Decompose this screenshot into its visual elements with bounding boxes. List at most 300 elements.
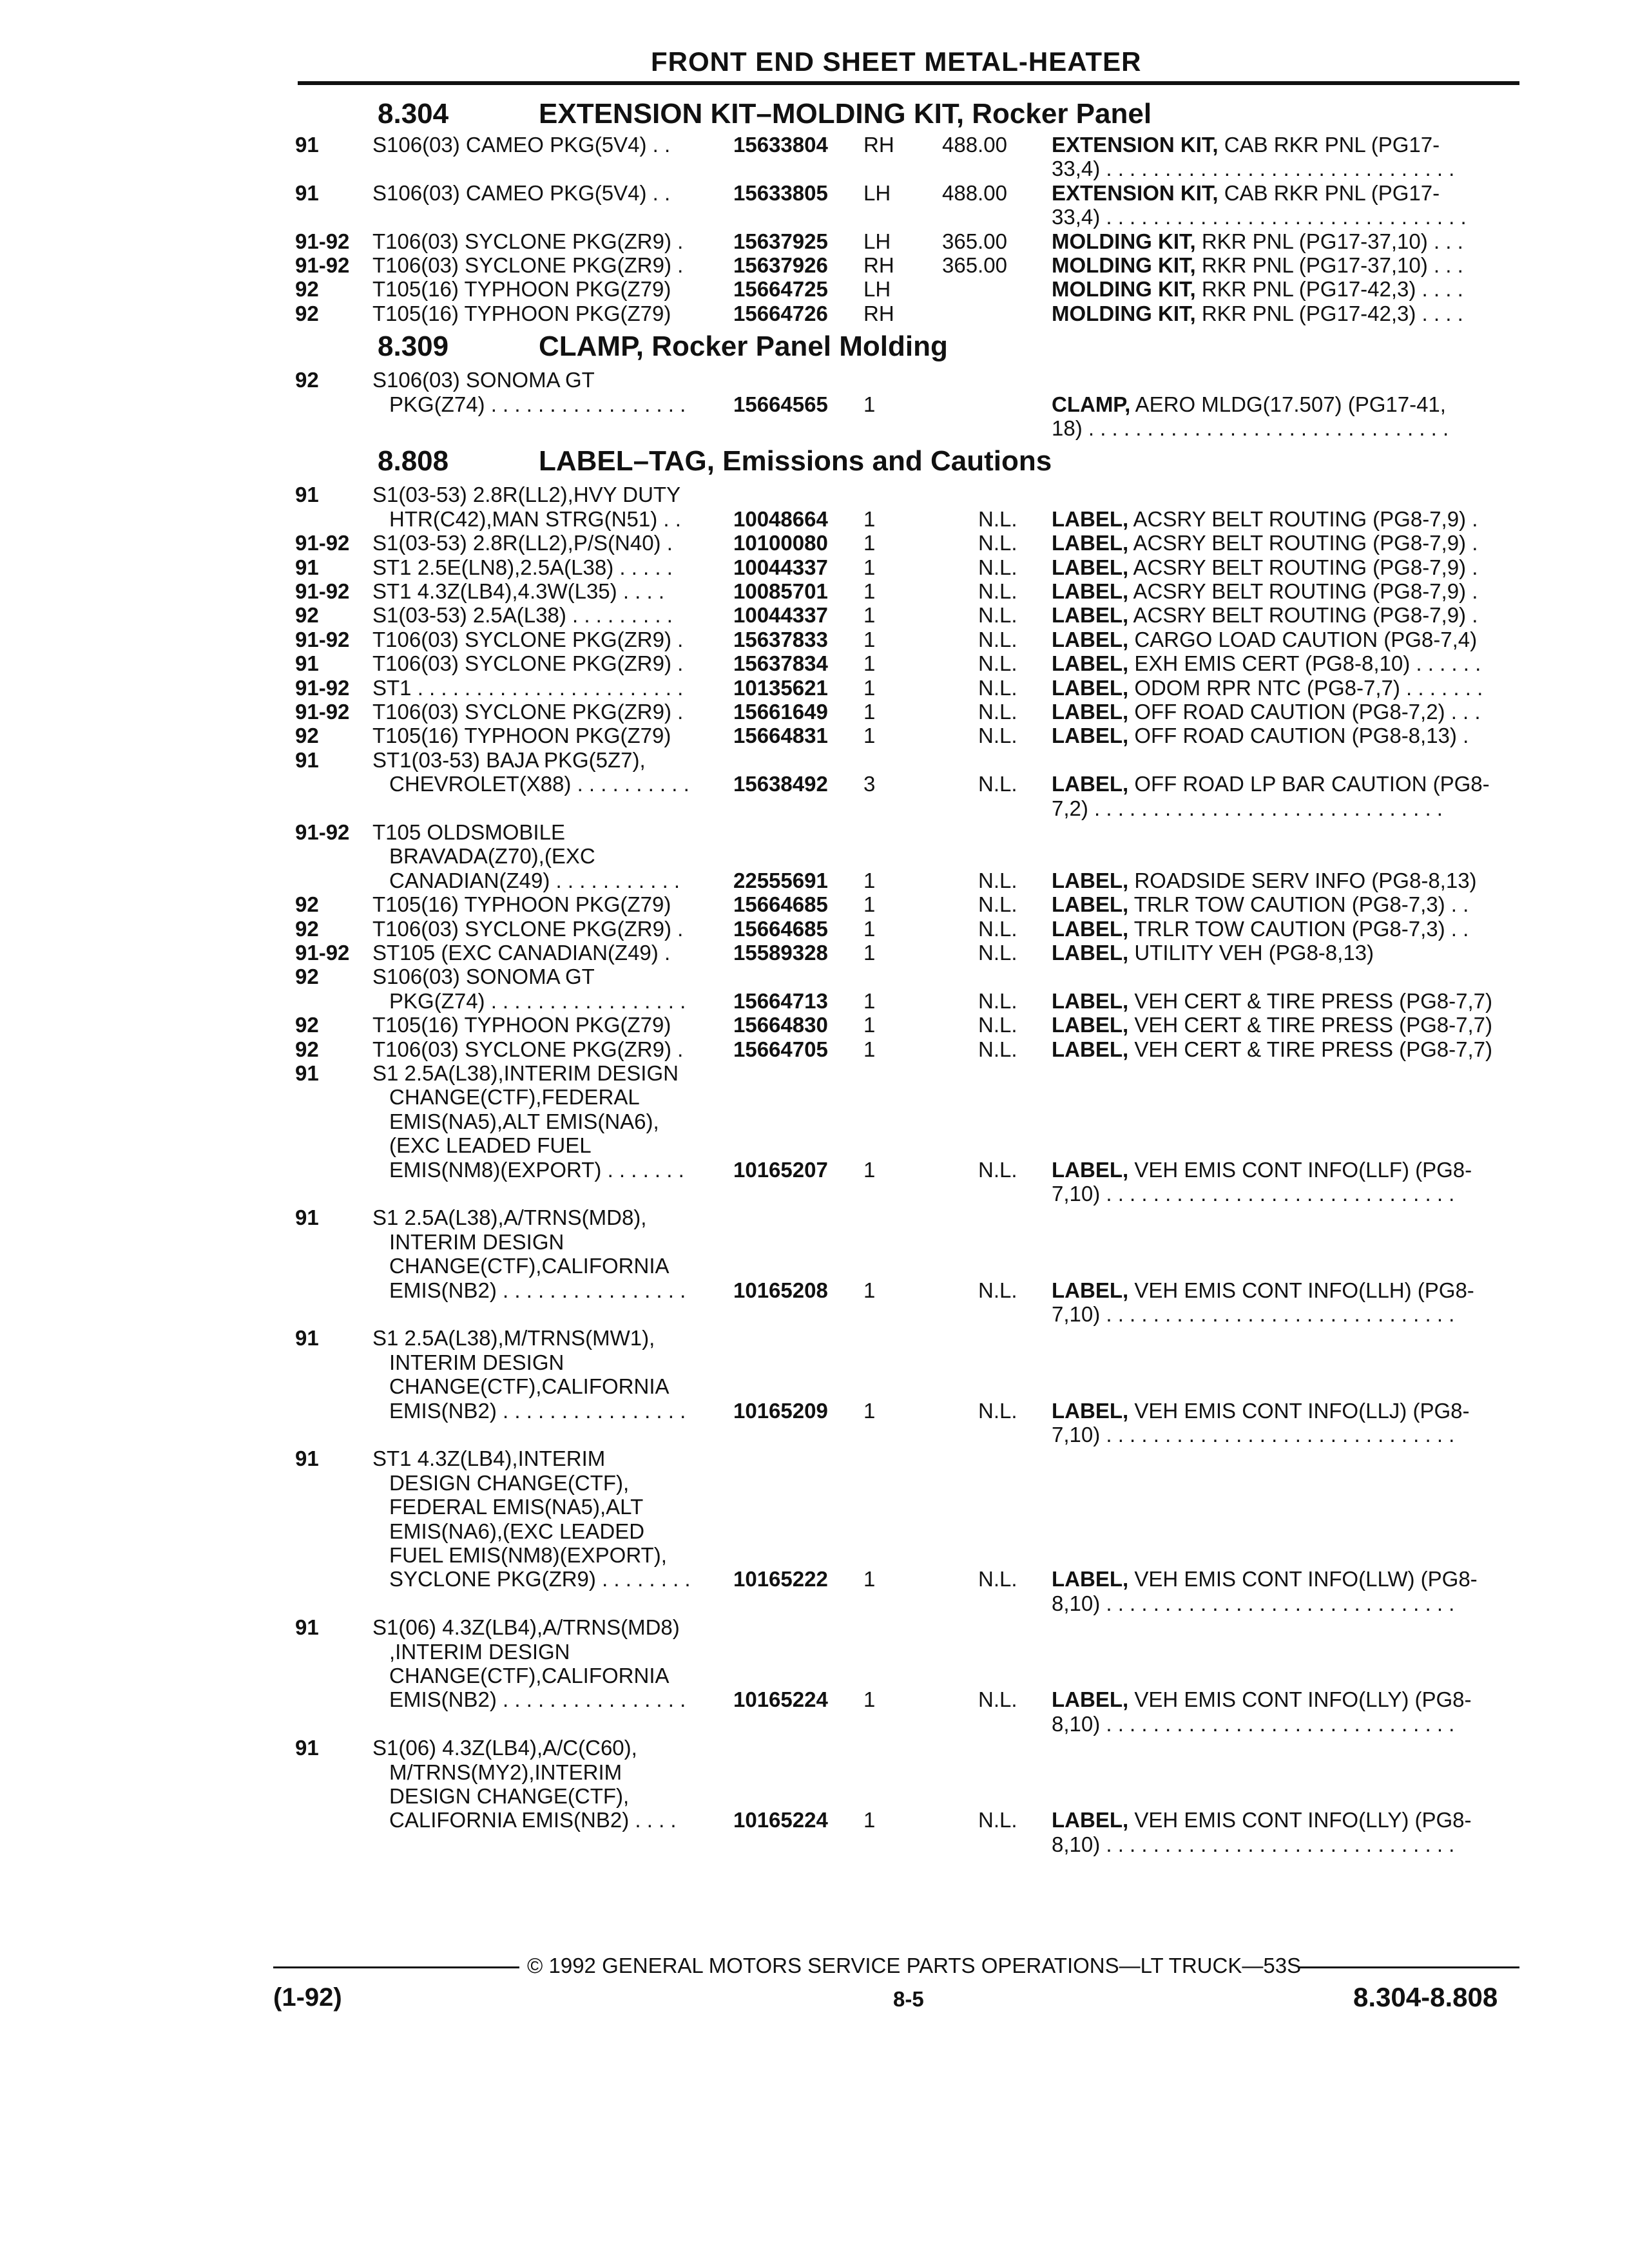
table-row bbox=[0, 941, 1629, 965]
table-row bbox=[0, 133, 1629, 157]
not-listed-flag: N.L. bbox=[978, 1687, 1017, 1712]
table-row bbox=[0, 748, 1629, 773]
usage-description: S1(03-53) 2.8R(LL2),P/S(N40) . bbox=[372, 531, 673, 555]
usage-description: DESIGN CHANGE(CTF), bbox=[389, 1784, 630, 1808]
table-row bbox=[0, 1350, 1629, 1375]
part-number: 15633805 bbox=[733, 180, 828, 205]
usage-description: S1 2.5A(L38),INTERIM DESIGN bbox=[372, 1061, 679, 1085]
quantity: 1 bbox=[863, 1037, 876, 1061]
usage-description: T105(16) TYPHOON PKG(Z79) bbox=[372, 301, 671, 325]
quantity: 1 bbox=[863, 627, 876, 651]
part-number: 10165209 bbox=[733, 1398, 828, 1423]
part-name-keyword: EXTENSION KIT, bbox=[1052, 180, 1219, 205]
part-name bbox=[1052, 579, 1478, 604]
part-name bbox=[1052, 133, 1440, 157]
part-name-detail: VEH EMIS CONT INFO(LLH) (PG8- bbox=[1128, 1278, 1474, 1302]
part-name-keyword: MOLDING KIT, bbox=[1052, 277, 1196, 302]
not-listed-flag: N.L. bbox=[978, 988, 1017, 1013]
part-name-keyword: MOLDING KIT, bbox=[1052, 253, 1196, 277]
not-listed-flag: N.L. bbox=[978, 1013, 1017, 1037]
part-name-detail: 7,10) . . . . . . . . . . . . . . . . . . . . . . . . . . . . . . bbox=[1052, 1423, 1455, 1446]
model-year: 91-92 bbox=[295, 820, 350, 844]
quantity: 1 bbox=[863, 868, 876, 892]
quantity: LH bbox=[863, 229, 891, 253]
footer-revision-date: (1-92) bbox=[273, 1983, 342, 2012]
section-number: 8.304 bbox=[378, 98, 449, 130]
footer-copyright: © 1992 GENERAL MOTORS SERVICE PARTS OPERATIONS—LT TRUCK—53S bbox=[527, 1954, 1302, 1977]
part-number: 10165208 bbox=[733, 1278, 828, 1302]
table-row bbox=[0, 1013, 1629, 1037]
usage-description: T105(16) TYPHOON PKG(Z79) bbox=[372, 892, 671, 917]
part-name-keyword: MOLDING KIT, bbox=[1052, 301, 1196, 325]
quantity: 1 bbox=[863, 603, 876, 628]
part-name-detail: VEH CERT & TIRE PRESS (PG8-7,7) bbox=[1128, 1037, 1493, 1061]
table-row bbox=[0, 1808, 1629, 1832]
model-year: 91 bbox=[295, 1736, 319, 1760]
part-name-keyword: LABEL, bbox=[1052, 1037, 1129, 1061]
usage-description: ST1 4.3Z(LB4),INTERIM bbox=[372, 1446, 606, 1471]
model-year: 91 bbox=[295, 483, 319, 507]
table-row bbox=[0, 1302, 1629, 1327]
usage-description: CHANGE(CTF),CALIFORNIA bbox=[389, 1254, 670, 1278]
table-row bbox=[0, 1664, 1629, 1688]
model-year: 91 bbox=[295, 555, 319, 579]
table-row bbox=[0, 555, 1629, 580]
part-name-keyword: LABEL, bbox=[1052, 506, 1129, 531]
usage-description: S1(06) 4.3Z(LB4),A/C(C60), bbox=[372, 1736, 637, 1760]
part-number: 15664725 bbox=[733, 277, 828, 302]
model-year: 91 bbox=[295, 1326, 319, 1350]
section-title: EXTENSION KIT–MOLDING KIT, Rocker Panel bbox=[539, 98, 1152, 130]
part-name-detail: CAB RKR PNL (PG17- bbox=[1218, 133, 1440, 157]
usage-description: M/TRNS(MY2),INTERIM bbox=[389, 1760, 622, 1784]
table-row bbox=[0, 1760, 1629, 1785]
table-row bbox=[0, 796, 1629, 821]
usage-description: EMIS(NB2) . . . . . . . . . . . . . . . . bbox=[389, 1398, 686, 1423]
usage-description: T105(16) TYPHOON PKG(Z79) bbox=[372, 724, 671, 748]
quantity: 1 bbox=[863, 892, 876, 917]
usage-description: T105(16) TYPHOON PKG(Z79) bbox=[372, 277, 671, 302]
table-row bbox=[0, 1495, 1629, 1519]
model-year: 92 bbox=[295, 916, 319, 941]
model-year: 92 bbox=[295, 1013, 319, 1037]
usage-description: DESIGN CHANGE(CTF), bbox=[389, 1470, 630, 1495]
quantity: LH bbox=[863, 180, 891, 205]
usage-description: INTERIM DESIGN bbox=[389, 1229, 564, 1254]
part-number: 10100080 bbox=[733, 531, 828, 555]
usage-description: INTERIM DESIGN bbox=[389, 1350, 564, 1374]
table-row bbox=[0, 392, 1629, 417]
part-number: 10044337 bbox=[733, 603, 828, 628]
table-row bbox=[0, 1061, 1629, 1086]
part-name bbox=[1052, 531, 1478, 555]
part-name-detail: ACSRY BELT ROUTING (PG8-7,9) . bbox=[1128, 555, 1478, 579]
part-name bbox=[1052, 772, 1490, 796]
section-number: 8.808 bbox=[378, 445, 449, 477]
not-listed-flag: N.L. bbox=[978, 1278, 1017, 1302]
model-year: 91-92 bbox=[295, 579, 350, 603]
model-year: 92 bbox=[295, 603, 319, 628]
model-year: 92 bbox=[295, 301, 319, 325]
table-row bbox=[0, 1423, 1629, 1447]
usage-description: BRAVADA(Z70),(EXC bbox=[389, 844, 595, 869]
part-name-detail: VEH EMIS CONT INFO(LLF) (PG8- bbox=[1128, 1157, 1472, 1182]
table-row bbox=[0, 1399, 1629, 1423]
part-name-detail: CAB RKR PNL (PG17- bbox=[1218, 180, 1440, 205]
quantity: 1 bbox=[863, 1278, 876, 1302]
quantity: 1 bbox=[863, 724, 876, 748]
part-name-detail: 7,2) . . . . . . . . . . . . . . . . . . . . . . . . . . . . . . bbox=[1052, 796, 1443, 820]
usage-description: ST1 . . . . . . . . . . . . . . . . . . . . . . . bbox=[372, 675, 684, 700]
not-listed-flag: N.L. bbox=[978, 772, 1017, 796]
model-year: 91 bbox=[295, 651, 319, 676]
part-name-detail: UTILITY VEH (PG8-8,13) bbox=[1128, 941, 1374, 965]
model-year: 92 bbox=[295, 965, 319, 989]
model-year: 91 bbox=[295, 180, 319, 205]
quantity: 1 bbox=[863, 1013, 876, 1037]
table-row bbox=[0, 989, 1629, 1014]
part-name-detail: ACSRY BELT ROUTING (PG8-7,9) . bbox=[1128, 579, 1478, 603]
usage-description: CHANGE(CTF),FEDERAL bbox=[389, 1085, 640, 1110]
not-listed-flag: N.L. bbox=[978, 651, 1017, 676]
usage-description: T106(03) SYCLONE PKG(ZR9) . bbox=[372, 1037, 684, 1061]
quantity: 1 bbox=[863, 531, 876, 555]
model-year: 92 bbox=[295, 724, 319, 748]
quantity: 1 bbox=[863, 555, 876, 579]
quantity: LH bbox=[863, 277, 891, 302]
table-row bbox=[0, 1374, 1629, 1399]
usage-description: PKG(Z74) . . . . . . . . . . . . . . . . . bbox=[389, 988, 686, 1013]
quantity: 1 bbox=[863, 988, 876, 1013]
part-name bbox=[1052, 700, 1481, 724]
table-row bbox=[0, 579, 1629, 604]
part-name bbox=[1052, 1591, 1454, 1616]
table-row bbox=[0, 1326, 1629, 1350]
table-row bbox=[0, 1832, 1629, 1857]
model-year: 91-92 bbox=[295, 253, 350, 277]
table-row bbox=[0, 507, 1629, 532]
model-year: 92 bbox=[295, 368, 319, 392]
quantity: 1 bbox=[863, 916, 876, 941]
part-name-detail: 7,10) . . . . . . . . . . . . . . . . . . . . . . . . . . . . . . bbox=[1052, 1182, 1455, 1206]
part-name-detail: RKR PNL (PG17-37,10) . . . bbox=[1195, 229, 1463, 253]
not-listed-flag: N.L. bbox=[978, 506, 1017, 531]
quantity: 1 bbox=[863, 1567, 876, 1591]
part-name-keyword: LABEL, bbox=[1052, 892, 1129, 917]
part-name-keyword: CLAMP, bbox=[1052, 392, 1131, 416]
usage-description: T106(03) SYCLONE PKG(ZR9) . bbox=[372, 627, 684, 651]
part-name-detail: TRLR TOW CAUTION (PG8-7,3) . . bbox=[1128, 892, 1469, 917]
part-name-keyword: EXTENSION KIT, bbox=[1052, 133, 1219, 157]
model-year: 91 bbox=[295, 133, 319, 157]
part-number: 22555691 bbox=[733, 868, 828, 892]
part-name-detail: VEH EMIS CONT INFO(LLY) (PG8- bbox=[1128, 1808, 1472, 1832]
part-name bbox=[1052, 1278, 1474, 1303]
model-year: 91-92 bbox=[295, 531, 350, 555]
table-row bbox=[0, 1254, 1629, 1278]
table-row bbox=[0, 844, 1629, 869]
table-row bbox=[0, 724, 1629, 748]
part-number: 15637833 bbox=[733, 627, 828, 651]
table-row bbox=[0, 1567, 1629, 1591]
not-listed-flag: N.L. bbox=[978, 555, 1017, 579]
part-number: 15664685 bbox=[733, 892, 828, 917]
footer-page-number: 8-5 bbox=[893, 1987, 924, 2011]
part-number: 10135621 bbox=[733, 675, 828, 700]
not-listed-flag: N.L. bbox=[978, 1037, 1017, 1061]
part-name-detail: VEH CERT & TIRE PRESS (PG8-7,7) bbox=[1128, 1013, 1493, 1037]
part-name bbox=[1052, 1158, 1472, 1182]
table-row bbox=[0, 1278, 1629, 1303]
quantity: RH bbox=[863, 253, 894, 277]
part-name bbox=[1052, 796, 1443, 821]
price: 488.00 bbox=[942, 133, 1007, 157]
usage-description: (EXC LEADED FUEL bbox=[389, 1133, 592, 1158]
usage-description: S106(03) SONOMA GT bbox=[372, 965, 595, 989]
quantity: 1 bbox=[863, 392, 876, 416]
not-listed-flag: N.L. bbox=[978, 675, 1017, 700]
quantity: 3 bbox=[863, 772, 876, 796]
table-row bbox=[0, 1133, 1629, 1158]
usage-description: CHANGE(CTF),CALIFORNIA bbox=[389, 1374, 670, 1399]
part-name-detail: 33,4) . . . . . . . . . . . . . . . . . . . . . . . . . . . . . . . bbox=[1052, 205, 1467, 229]
part-name-detail: 8,10) . . . . . . . . . . . . . . . . . . . . . . . . . . . . . . bbox=[1052, 1832, 1455, 1856]
part-name-keyword: LABEL, bbox=[1052, 724, 1129, 748]
part-name-detail: VEH EMIS CONT INFO(LLY) (PG8- bbox=[1128, 1687, 1472, 1712]
part-name bbox=[1052, 416, 1449, 441]
part-name bbox=[1052, 1712, 1454, 1736]
table-row bbox=[0, 483, 1629, 507]
part-name-keyword: LABEL, bbox=[1052, 579, 1129, 603]
part-name bbox=[1052, 555, 1478, 580]
part-name-detail: RKR PNL (PG17-37,10) . . . bbox=[1195, 253, 1463, 277]
part-name bbox=[1052, 392, 1446, 417]
part-name-keyword: LABEL, bbox=[1052, 1567, 1129, 1591]
usage-description: T105 OLDSMOBILE bbox=[372, 820, 565, 844]
model-year: 91-92 bbox=[295, 627, 350, 651]
part-name bbox=[1052, 1687, 1472, 1712]
footer-rule-left bbox=[273, 1966, 519, 1968]
part-name-keyword: LABEL, bbox=[1052, 1278, 1129, 1302]
part-name bbox=[1052, 1567, 1478, 1591]
usage-description: T106(03) SYCLONE PKG(ZR9) . bbox=[372, 253, 684, 277]
part-number: 15661649 bbox=[733, 700, 828, 724]
not-listed-flag: N.L. bbox=[978, 724, 1017, 748]
part-number: 10165224 bbox=[733, 1687, 828, 1712]
page-header-title: FRONT END SHEET METAL-HEATER bbox=[651, 46, 1142, 77]
usage-description: S1 2.5A(L38),A/TRNS(MD8), bbox=[372, 1206, 647, 1230]
part-name-detail: OFF ROAD CAUTION (PG8-8,13) . bbox=[1128, 724, 1469, 748]
quantity: 1 bbox=[863, 579, 876, 603]
part-name bbox=[1052, 507, 1478, 532]
usage-description: EMIS(NM8)(EXPORT) . . . . . . . bbox=[389, 1157, 684, 1182]
part-name-keyword: LABEL, bbox=[1052, 868, 1129, 892]
not-listed-flag: N.L. bbox=[978, 1398, 1017, 1423]
part-name bbox=[1052, 1808, 1472, 1832]
table-row bbox=[0, 1085, 1629, 1110]
part-number: 10085701 bbox=[733, 579, 828, 603]
section-number: 8.309 bbox=[378, 331, 449, 363]
model-year: 91-92 bbox=[295, 229, 350, 253]
table-row bbox=[0, 917, 1629, 941]
part-name bbox=[1052, 892, 1469, 917]
part-number: 15664705 bbox=[733, 1037, 828, 1061]
part-name-keyword: LABEL, bbox=[1052, 941, 1129, 965]
table-row bbox=[0, 157, 1629, 181]
part-name bbox=[1052, 1832, 1454, 1857]
usage-description: T106(03) SYCLONE PKG(ZR9) . bbox=[372, 229, 684, 253]
not-listed-flag: N.L. bbox=[978, 531, 1017, 555]
part-name-detail: VEH EMIS CONT INFO(LLJ) (PG8- bbox=[1128, 1398, 1470, 1423]
part-name bbox=[1052, 941, 1374, 965]
table-row bbox=[0, 253, 1629, 278]
price: 365.00 bbox=[942, 253, 1007, 277]
part-name bbox=[1052, 1182, 1454, 1206]
usage-description: T105(16) TYPHOON PKG(Z79) bbox=[372, 1013, 671, 1037]
price: 488.00 bbox=[942, 180, 1007, 205]
usage-description: CHEVROLET(X88) . . . . . . . . . . bbox=[389, 772, 689, 796]
part-number: 10165222 bbox=[733, 1567, 828, 1591]
usage-description: EMIS(NB2) . . . . . . . . . . . . . . . . bbox=[389, 1278, 686, 1302]
part-name bbox=[1052, 603, 1478, 628]
model-year: 91 bbox=[295, 1446, 319, 1471]
part-number: 15664685 bbox=[733, 916, 828, 941]
part-name-keyword: LABEL, bbox=[1052, 555, 1129, 579]
not-listed-flag: N.L. bbox=[978, 1808, 1017, 1832]
usage-description: T106(03) SYCLONE PKG(ZR9) . bbox=[372, 651, 684, 676]
not-listed-flag: N.L. bbox=[978, 892, 1017, 917]
usage-description: CHANGE(CTF),CALIFORNIA bbox=[389, 1664, 670, 1687]
model-year: 91 bbox=[295, 1615, 319, 1640]
usage-description: ST105 (EXC CANADIAN(Z49) . bbox=[372, 941, 671, 965]
usage-description: S1 2.5A(L38),M/TRNS(MW1), bbox=[372, 1326, 655, 1350]
usage-description: SYCLONE PKG(ZR9) . . . . . . . . bbox=[389, 1567, 691, 1591]
part-name bbox=[1052, 302, 1463, 326]
table-row bbox=[0, 1615, 1629, 1640]
quantity: RH bbox=[863, 133, 894, 157]
part-number: 15637925 bbox=[733, 229, 828, 253]
part-name-keyword: LABEL, bbox=[1052, 916, 1129, 941]
not-listed-flag: N.L. bbox=[978, 700, 1017, 724]
table-row bbox=[0, 1471, 1629, 1495]
table-row bbox=[0, 676, 1629, 700]
part-name bbox=[1052, 1302, 1454, 1327]
quantity: 1 bbox=[863, 651, 876, 676]
usage-description: ST1(03-53) BAJA PKG(5Z7), bbox=[372, 747, 646, 772]
section-title: CLAMP, Rocker Panel Molding bbox=[539, 331, 948, 363]
table-row bbox=[0, 1446, 1629, 1471]
part-name-detail: 8,10) . . . . . . . . . . . . . . . . . . . . . . . . . . . . . . bbox=[1052, 1711, 1455, 1736]
not-listed-flag: N.L. bbox=[978, 868, 1017, 892]
part-name-keyword: LABEL, bbox=[1052, 651, 1129, 676]
table-row bbox=[0, 1784, 1629, 1809]
part-name bbox=[1052, 181, 1440, 206]
part-name bbox=[1052, 277, 1463, 302]
quantity: 1 bbox=[863, 1398, 876, 1423]
part-name-keyword: LABEL, bbox=[1052, 603, 1129, 628]
part-name bbox=[1052, 724, 1469, 748]
table-row bbox=[0, 1037, 1629, 1062]
part-number: 15664726 bbox=[733, 301, 828, 325]
price: 365.00 bbox=[942, 229, 1007, 253]
part-name-detail: ROADSIDE SERV INFO (PG8-8,13) bbox=[1128, 868, 1477, 892]
part-name-keyword: LABEL, bbox=[1052, 988, 1129, 1013]
header-rule bbox=[298, 81, 1519, 85]
usage-description: S106(03) CAMEO PKG(5V4) . . bbox=[372, 180, 671, 205]
usage-description: EMIS(NA6),(EXC LEADED bbox=[389, 1519, 645, 1543]
table-row bbox=[0, 277, 1629, 302]
part-number: 15638492 bbox=[733, 772, 828, 796]
usage-description: EMIS(NA5),ALT EMIS(NA6), bbox=[389, 1109, 659, 1133]
usage-description: HTR(C42),MAN STRG(N51) . . bbox=[389, 506, 681, 531]
part-name-detail: 33,4) . . . . . . . . . . . . . . . . . . . . . . . . . . . . . . bbox=[1052, 157, 1455, 181]
part-name-keyword: LABEL, bbox=[1052, 1398, 1129, 1423]
quantity: 1 bbox=[863, 1687, 876, 1712]
part-name-keyword: LABEL, bbox=[1052, 1013, 1129, 1037]
table-row bbox=[0, 368, 1629, 392]
part-number: 15633804 bbox=[733, 133, 828, 157]
table-row bbox=[0, 531, 1629, 555]
table-row bbox=[0, 1230, 1629, 1254]
part-number: 15637926 bbox=[733, 253, 828, 277]
part-name bbox=[1052, 676, 1483, 700]
part-name bbox=[1052, 917, 1469, 941]
part-name-keyword: LABEL, bbox=[1052, 531, 1129, 555]
usage-description: CANADIAN(Z49) . . . . . . . . . . . bbox=[389, 868, 680, 892]
usage-description: S106(03) CAMEO PKG(5V4) . . bbox=[372, 133, 671, 157]
model-year: 91 bbox=[295, 747, 319, 772]
quantity: 1 bbox=[863, 941, 876, 965]
usage-description: ,INTERIM DESIGN bbox=[389, 1639, 570, 1664]
part-number: 15637834 bbox=[733, 651, 828, 676]
table-row bbox=[0, 965, 1629, 989]
part-name-detail: EXH EMIS CERT (PG8-8,10) . . . . . . bbox=[1128, 651, 1481, 676]
part-name-detail: 18) . . . . . . . . . . . . . . . . . . . . . . . . . . . . . . . bbox=[1052, 416, 1449, 440]
table-row bbox=[0, 1158, 1629, 1182]
part-number: 10165224 bbox=[733, 1808, 828, 1832]
not-listed-flag: N.L. bbox=[978, 1567, 1017, 1591]
table-row bbox=[0, 869, 1629, 893]
model-year: 91 bbox=[295, 1206, 319, 1230]
usage-description: S106(03) SONOMA GT bbox=[372, 368, 595, 392]
part-name-detail: ODOM RPR NTC (PG8-7,7) . . . . . . . bbox=[1128, 675, 1483, 700]
usage-description: ST1 4.3Z(LB4),4.3W(L35) . . . . bbox=[372, 579, 664, 603]
part-name-detail: 7,10) . . . . . . . . . . . . . . . . . . . . . . . . . . . . . . bbox=[1052, 1302, 1455, 1326]
part-name-keyword: LABEL, bbox=[1052, 675, 1129, 700]
quantity: 1 bbox=[863, 506, 876, 531]
part-name bbox=[1052, 1037, 1492, 1062]
usage-description: S1(03-53) 2.5A(L38) . . . . . . . . . bbox=[372, 603, 673, 628]
model-year: 91-92 bbox=[295, 941, 350, 965]
table-row bbox=[0, 1543, 1629, 1568]
part-name bbox=[1052, 651, 1481, 676]
part-name bbox=[1052, 1423, 1454, 1447]
table-row bbox=[0, 1182, 1629, 1206]
part-name-detail: OFF ROAD LP BAR CAUTION (PG8- bbox=[1128, 772, 1490, 796]
part-name bbox=[1052, 253, 1463, 278]
model-year: 91 bbox=[295, 1061, 319, 1085]
model-year: 91-92 bbox=[295, 700, 350, 724]
part-number: 15589328 bbox=[733, 941, 828, 965]
quantity: RH bbox=[863, 301, 894, 325]
part-name-keyword: LABEL, bbox=[1052, 1808, 1129, 1832]
table-row bbox=[0, 820, 1629, 845]
usage-description: CALIFORNIA EMIS(NB2) . . . . bbox=[389, 1808, 677, 1832]
part-name bbox=[1052, 1399, 1469, 1423]
part-name-detail: ACSRY BELT ROUTING (PG8-7,9) . bbox=[1128, 506, 1478, 531]
table-row bbox=[0, 181, 1629, 206]
part-name-detail: VEH CERT & TIRE PRESS (PG8-7,7) bbox=[1128, 988, 1493, 1013]
